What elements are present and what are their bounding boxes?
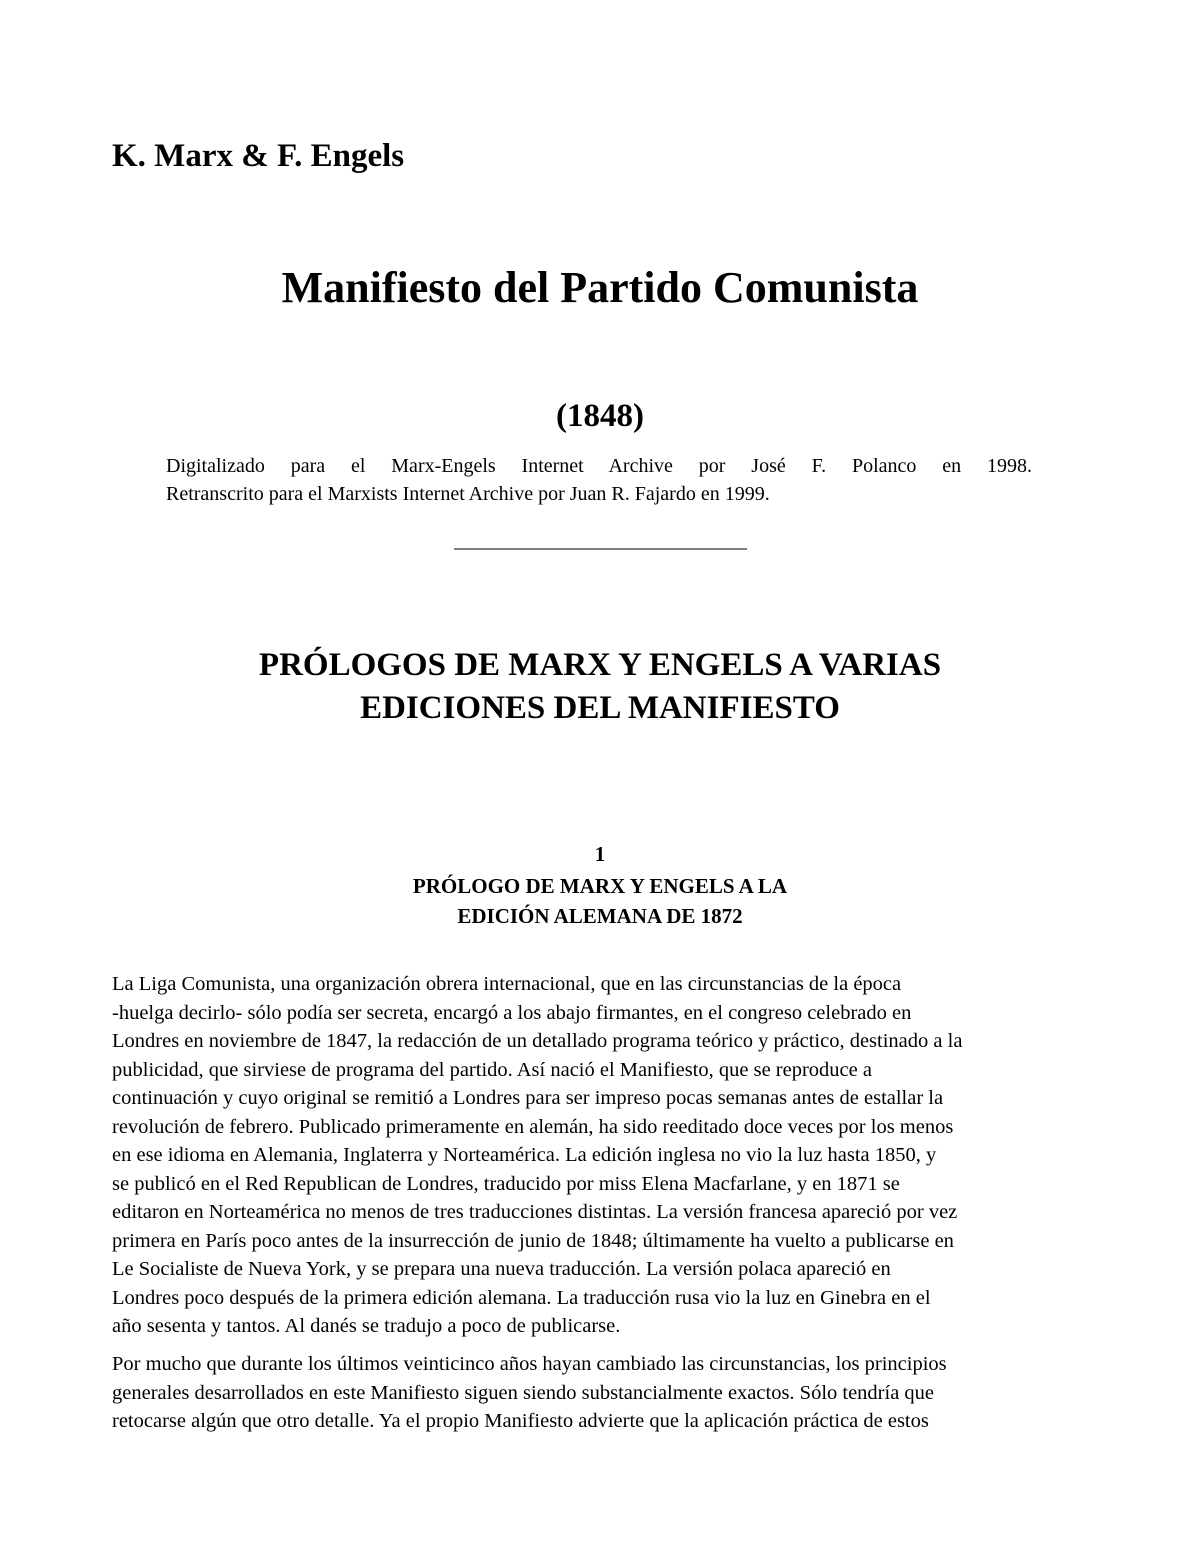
text-line: revolución de febrero. Publicado primeramente en alemán, ha sido reeditado doce veces por los menos <box>112 1115 954 1138</box>
chapter-heading <box>0 871 1200 931</box>
text-line: -huelga decirlo- sólo podía ser secreta, encargó a los abajo firmantes, en el congreso celebrado en <box>112 1001 912 1024</box>
text-line: primera en París poco antes de la insurrección de junio de 1848; últimamente ha vuelto a publicarse en <box>112 1229 954 1252</box>
text-line: año sesenta y tantos. Al danés se tradujo a poco de publicarse. <box>112 1315 621 1337</box>
text-line: continuación y cuyo original se remitió a Londres para ser impreso pocas semanas antes de estallar la <box>112 1087 944 1109</box>
horizontal-divider <box>454 548 747 550</box>
publication-year: (1848) <box>556 398 644 434</box>
text-line: editaron en Norteamérica no menos de tres traducciones distintas. La versión francesa apareció por vez <box>112 1201 958 1223</box>
text-line: Por mucho que durante los últimos veinticinco años hayan cambiado las circunstancias, los principios <box>112 1353 947 1375</box>
chapter-heading-line: PRÓLOGO DE MARX Y ENGELS A LA <box>412 874 788 898</box>
credit-line: Retranscrito para el Marxists Internet Archive por Juan R. Fajardo en 1999. <box>166 483 770 505</box>
chapter-number: 1 <box>594 842 606 866</box>
text-line: Le Socialiste de Nueva York, y se prepara una nueva traducción. La versión polaca apareció en <box>112 1258 891 1280</box>
body-paragraph <box>112 970 1092 1341</box>
section-heading-line: PRÓLOGOS DE MARX Y ENGELS A VARIAS <box>258 647 942 683</box>
digitization-credits <box>166 452 1032 508</box>
document-title: Manifiesto del Partido Comunista <box>281 263 919 312</box>
section-heading <box>0 644 1200 730</box>
text-line: generales desarrollados en este Manifiesto siguen siendo substancialmente exactos. Sólo tendría que <box>112 1381 935 1404</box>
section-heading-line: EDICIONES DEL MANIFIESTO <box>360 690 840 726</box>
body-paragraph <box>112 1350 1092 1436</box>
credit-line: Digitalizado para el Marx-Engels Internet Archive por José F. Polanco en 1998. <box>166 455 1032 477</box>
text-line: Londres poco después de la primera edición alemana. La traducción rusa vio la luz en Ginebra en el <box>112 1286 931 1309</box>
text-line: retocarse algún que otro detalle. Ya el propio Manifiesto advierte que la aplicación práctica de estos <box>112 1410 929 1432</box>
text-line: se publicó en el Red Republican de Londres, traducido por miss Elena Macfarlane, y en 1871 se <box>112 1172 900 1195</box>
text-line: publicidad, que sirviese de programa del partido. Así nació el Manifiesto, que se reproduce a <box>112 1058 872 1081</box>
author-heading: K. Marx & F. Engels <box>112 138 405 174</box>
text-line: Londres en noviembre de 1847, la redacción de un detallado programa teórico y práctico, destinado a la <box>112 1030 963 1052</box>
chapter-heading-line: EDICIÓN ALEMANA DE 1872 <box>457 904 743 928</box>
text-line: en ese idioma en Alemania, Inglaterra y Norteamérica. La edición inglesa no vio la luz hasta 1850, y <box>112 1144 937 1166</box>
text-line: La Liga Comunista, una organización obrera internacional, que en las circunstancias de la época <box>112 973 902 995</box>
